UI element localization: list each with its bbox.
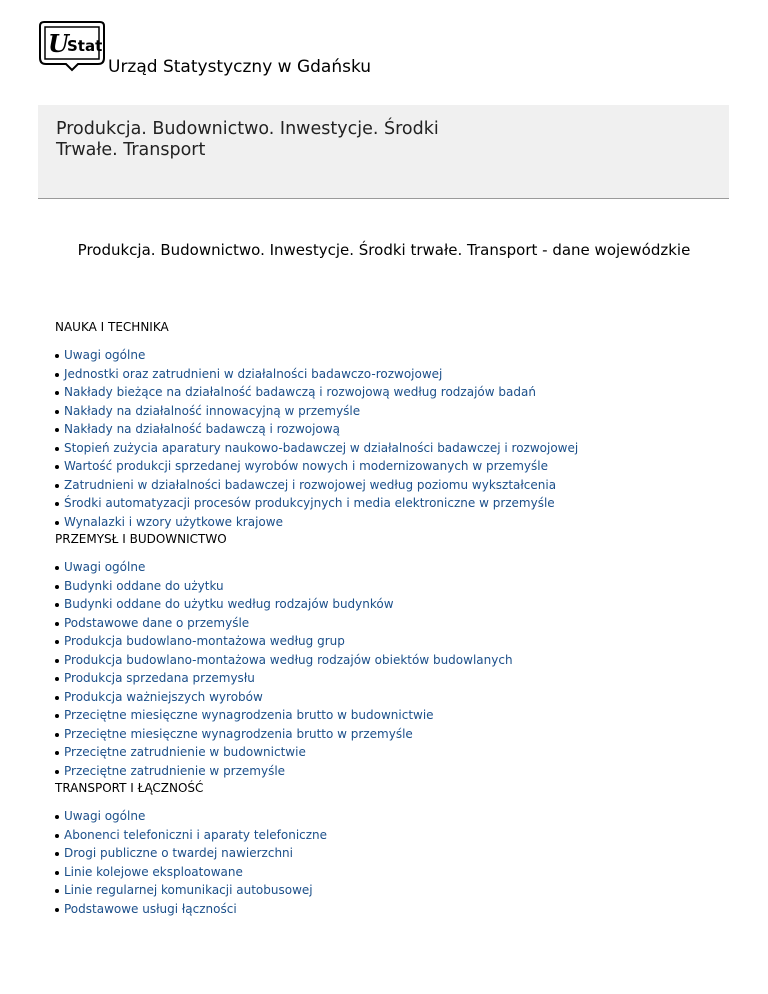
list-item xyxy=(55,558,755,577)
list-item xyxy=(55,826,755,845)
list-item xyxy=(55,595,755,614)
page-banner xyxy=(38,105,729,199)
bullet-icon xyxy=(55,834,59,838)
section-link-list xyxy=(55,807,755,918)
page-title: Produkcja. Budownictwo. Inwestycje. Środki Trwałe. Transport xyxy=(56,119,439,160)
site-title: Urząd Statystyczny w Gdańsku xyxy=(108,57,372,77)
report-link[interactable]: Jednostki oraz zatrudnieni w działalności badawczo-rozwojowej xyxy=(64,366,443,381)
report-link[interactable]: Produkcja budowlano-montażowa według grup xyxy=(64,634,345,648)
ustat-logo-icon[interactable] xyxy=(38,18,106,72)
bullet-icon xyxy=(55,871,59,875)
bullet-icon xyxy=(55,733,59,737)
svg-text:Stat: Stat xyxy=(67,37,103,55)
section-heading: NAUKA I TECHNIKA xyxy=(55,320,169,334)
list-item xyxy=(55,651,755,670)
report-link[interactable]: Abonenci telefoniczni i aparaty telefoniczne xyxy=(64,827,328,842)
content-sections xyxy=(55,319,755,918)
report-link[interactable]: Podstawowe usługi łączności xyxy=(64,901,237,916)
report-link[interactable]: Budynki oddane do użytku xyxy=(64,578,224,593)
bullet-icon xyxy=(55,354,59,358)
report-link[interactable]: Uwagi ogólne xyxy=(64,348,146,362)
report-link[interactable]: Produkcja sprzedana przemysłu xyxy=(64,671,255,685)
list-item xyxy=(55,688,755,707)
bullet-icon xyxy=(55,447,59,451)
list-item xyxy=(55,439,755,458)
section-heading: TRANSPORT I ŁĄCZNOŚĆ xyxy=(55,781,204,795)
report-link[interactable]: Środki automatyzacji procesów produkcyjnych i media elektroniczne w przemyśle xyxy=(64,496,555,510)
list-item xyxy=(55,807,755,826)
list-item xyxy=(55,457,755,476)
report-link[interactable]: Uwagi ogólne xyxy=(64,809,146,823)
list-item xyxy=(55,725,755,744)
bullet-icon xyxy=(55,521,59,525)
report-link[interactable]: Linie regularnej komunikacji autobusowej xyxy=(64,883,313,897)
bullet-icon xyxy=(55,585,59,589)
page-subtitle: Produkcja. Budownictwo. Inwestycje. Środki trwałe. Transport - dane wojewódzkie xyxy=(77,241,691,259)
bullet-icon xyxy=(55,502,59,506)
bullet-icon xyxy=(55,751,59,755)
bullet-icon xyxy=(55,428,59,432)
report-link[interactable]: Linie kolejowe eksploatowane xyxy=(64,864,243,879)
list-item xyxy=(55,632,755,651)
report-link[interactable]: Drogi publiczne o twardej nawierzchni xyxy=(64,846,293,860)
section-link-list xyxy=(55,558,755,780)
bullet-icon xyxy=(55,659,59,663)
report-link[interactable]: Przeciętne miesięczne wynagrodzenia brutto w budownictwie xyxy=(64,708,434,722)
list-item xyxy=(55,762,755,781)
report-link[interactable]: Przeciętne zatrudnienie w przemyśle xyxy=(64,763,286,778)
list-item xyxy=(55,669,755,688)
list-item xyxy=(55,863,755,882)
bullet-icon xyxy=(55,484,59,488)
bullet-icon xyxy=(55,465,59,469)
report-link[interactable]: Podstawowe dane o przemyśle xyxy=(64,615,250,630)
bullet-icon xyxy=(55,889,59,893)
bullet-icon xyxy=(55,410,59,414)
list-item xyxy=(55,494,755,513)
list-item xyxy=(55,476,755,495)
report-link[interactable]: Przeciętne zatrudnienie w budownictwie xyxy=(64,745,306,759)
report-link[interactable]: Nakłady bieżące na działalność badawczą i rozwojową według rodzajów badań xyxy=(64,385,536,399)
report-link[interactable]: Wartość produkcji sprzedanej wyrobów nowych i modernizowanych w przemyśle xyxy=(64,459,548,473)
list-item xyxy=(55,420,755,439)
bullet-icon xyxy=(55,770,59,774)
list-item xyxy=(55,346,755,365)
bullet-icon xyxy=(55,714,59,718)
svg-text:U: U xyxy=(48,29,69,58)
bullet-icon xyxy=(55,603,59,607)
list-item xyxy=(55,614,755,633)
report-link[interactable]: Nakłady na działalność innowacyjną w przemyśle xyxy=(64,403,361,418)
report-link[interactable]: Produkcja budowlano-montażowa według rodzajów obiektów budowlanych xyxy=(64,652,513,667)
report-link[interactable]: Wynalazki i wzory użytkowe krajowe xyxy=(64,514,283,529)
report-link[interactable]: Stopień zużycia aparatury naukowo-badawczej w działalności badawczej i rozwojowej xyxy=(64,440,579,455)
list-item xyxy=(55,513,755,532)
list-item xyxy=(55,402,755,421)
bullet-icon xyxy=(55,815,59,819)
site-header xyxy=(38,18,738,76)
bullet-icon xyxy=(55,566,59,570)
section-link-list xyxy=(55,346,755,531)
bullet-icon xyxy=(55,696,59,700)
bullet-icon xyxy=(55,640,59,644)
list-item xyxy=(55,365,755,384)
report-link[interactable]: Przeciętne miesięczne wynagrodzenia brutto w przemyśle xyxy=(64,726,413,741)
section-heading: PRZEMYSŁ I BUDOWNICTWO xyxy=(55,532,227,546)
bullet-icon xyxy=(55,373,59,377)
bullet-icon xyxy=(55,677,59,681)
bullet-icon xyxy=(55,852,59,856)
report-link[interactable]: Budynki oddane do użytku według rodzajów budynków xyxy=(64,597,394,611)
list-item xyxy=(55,577,755,596)
list-item xyxy=(55,383,755,402)
list-item xyxy=(55,881,755,900)
bullet-icon xyxy=(55,622,59,626)
report-link[interactable]: Uwagi ogólne xyxy=(64,560,146,574)
bullet-icon xyxy=(55,391,59,395)
report-link[interactable]: Zatrudnieni w działalności badawczej i rozwojowej według poziomu wykształcenia xyxy=(64,477,557,492)
list-item xyxy=(55,900,755,919)
list-item xyxy=(55,844,755,863)
list-item xyxy=(55,743,755,762)
report-link[interactable]: Nakłady na działalność badawczą i rozwojową xyxy=(64,422,340,436)
bullet-icon xyxy=(55,908,59,912)
list-item xyxy=(55,706,755,725)
report-link[interactable]: Produkcja ważniejszych wyrobów xyxy=(64,689,263,704)
